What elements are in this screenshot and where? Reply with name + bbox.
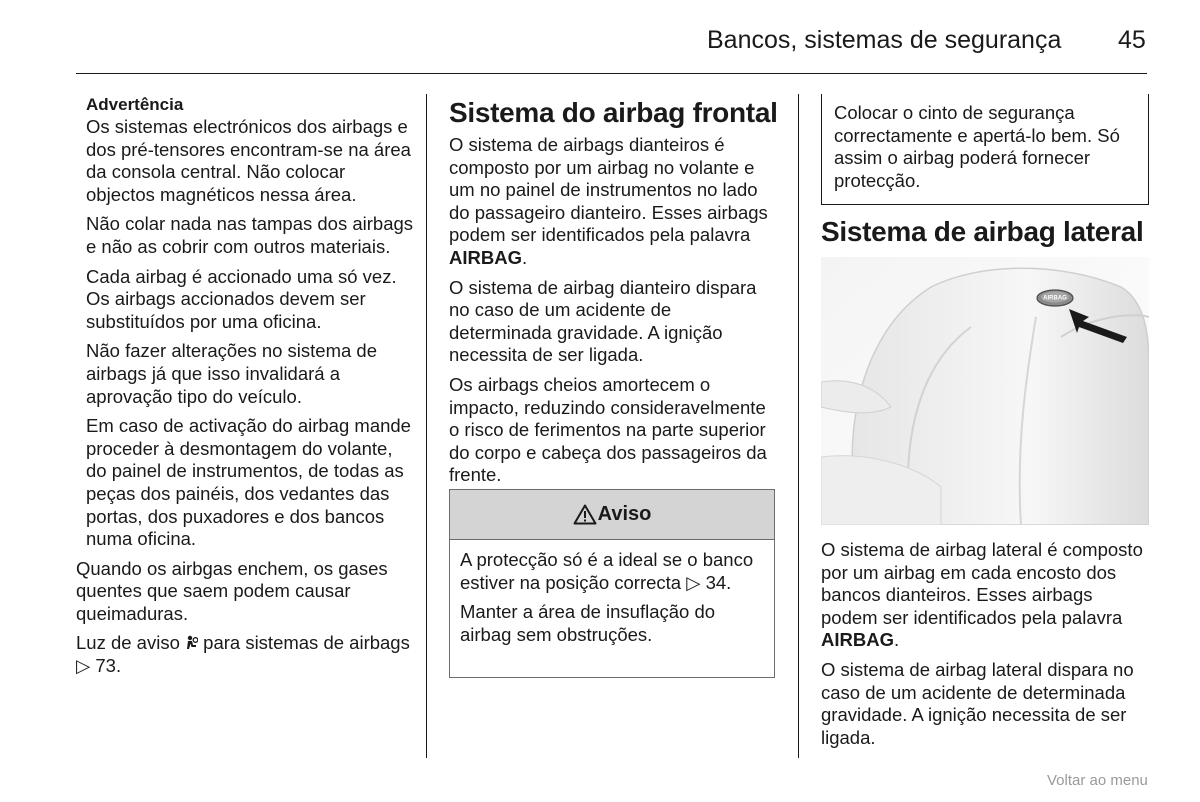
section-heading-side-airbag: Sistema de airbag lateral (821, 216, 1144, 247)
warning-note-paragraph: Não colar nada nas tampas dos airbags e não as cobrir com outros materiais. (86, 213, 414, 257)
page-number: 45 (1118, 26, 1146, 54)
side-airbag-text (821, 539, 1151, 756)
paragraph: Os airbags cheios amortecem o impacto, reduzindo consideravelmente o risco de ferimentos na parte superior do corpo e cabeça dos passageiros da frente. (449, 373, 767, 486)
page-reference-link[interactable]: 73. (95, 655, 122, 677)
column-left (76, 94, 416, 685)
side-airbag-seat-illustration (821, 257, 1149, 525)
warning-box (449, 489, 775, 678)
section-heading-frontal-airbag: Sistema do airbag frontal (449, 97, 778, 128)
warning-note-paragraph: Cada airbag é accionado uma só vez. Os airbags accionados devem ser substituídos por uma oficina. (86, 265, 397, 332)
back-to-menu-link[interactable]: Voltar ao menu (1047, 772, 1148, 789)
paragraph: O sistema de airbag lateral é composto por um airbag em cada encosto dos bancos dianteiros. Esses airbags podem ser identificados pela palavra AIRBAG. (821, 539, 1143, 651)
header-divider (76, 73, 1147, 74)
column-middle (449, 96, 779, 494)
paragraph: O sistema de airbags dianteiros é composto por um airbag no volante e um no painel de instrumentos no lado do passageiro dianteiro. Esses airbags podem ser identificados pela palavra AIRBAG. (449, 134, 768, 268)
airbag-warning-light-icon (185, 635, 198, 651)
warning-box-title: Aviso (597, 503, 652, 525)
burn-warning-paragraph: Quando os airbgas enchem, os gases quentes que saem podem causar queimaduras. (76, 557, 388, 624)
reference-arrow-icon: ▷ (686, 571, 701, 593)
warning-box-header (450, 490, 774, 540)
page-reference-link[interactable]: 34. (705, 571, 732, 593)
column-divider (798, 94, 799, 758)
warning-triangle-icon (573, 504, 597, 525)
warning-light-paragraph: Luz de aviso para sistemas de airbags ▷ 73. (76, 632, 410, 677)
warning-note-heading: Advertência (86, 95, 184, 114)
reference-arrow-icon: ▷ (76, 655, 91, 677)
airbag-label: AIRBAG (1043, 295, 1067, 302)
warning-note-paragraph: Os sistemas electrónicos dos airbags e dos pré-tensores encontram-se na área da consola central. Não colocar objectos magnéticos nessa área. (86, 116, 411, 205)
paragraph: O sistema de airbag dianteiro dispara no caso de um acidente de determinada gravidade. A ignição necessita de ser ligada. (449, 276, 757, 366)
paragraph: A protecção só é a ideal se o banco estiver na posição correcta ▷ 34. (460, 549, 754, 593)
paragraph: O sistema de airbag lateral dispara no caso de um acidente de determinada gravidade. A ignição necessita de ser ligada. (821, 658, 1134, 748)
page-header-title: Bancos, sistemas de segurança (707, 26, 1062, 54)
warning-note-paragraph: Em caso de activação do airbag mande proceder à desmontagem do volante, do painel de instrumentos, de todas as peças dos painéis, dos vedantes das portas, dos puxadores e dos bancos numa oficina. (86, 415, 411, 550)
warning-box-body (450, 540, 774, 646)
paragraph: Manter a área de insuflação do airbag sem obstruções. (460, 601, 716, 645)
column-divider (426, 94, 427, 758)
warning-note-paragraph: Não fazer alterações no sistema de airbags já que isso invalidará a aprovação tipo do veículo. (86, 340, 378, 407)
seatbelt-note-text: Colocar o cinto de segurança correctamente e apertá-lo bem. Só assim o airbag poderá fornecer protecção. (834, 102, 1120, 191)
seatbelt-note-box (821, 94, 1149, 205)
warning-note (76, 94, 416, 551)
